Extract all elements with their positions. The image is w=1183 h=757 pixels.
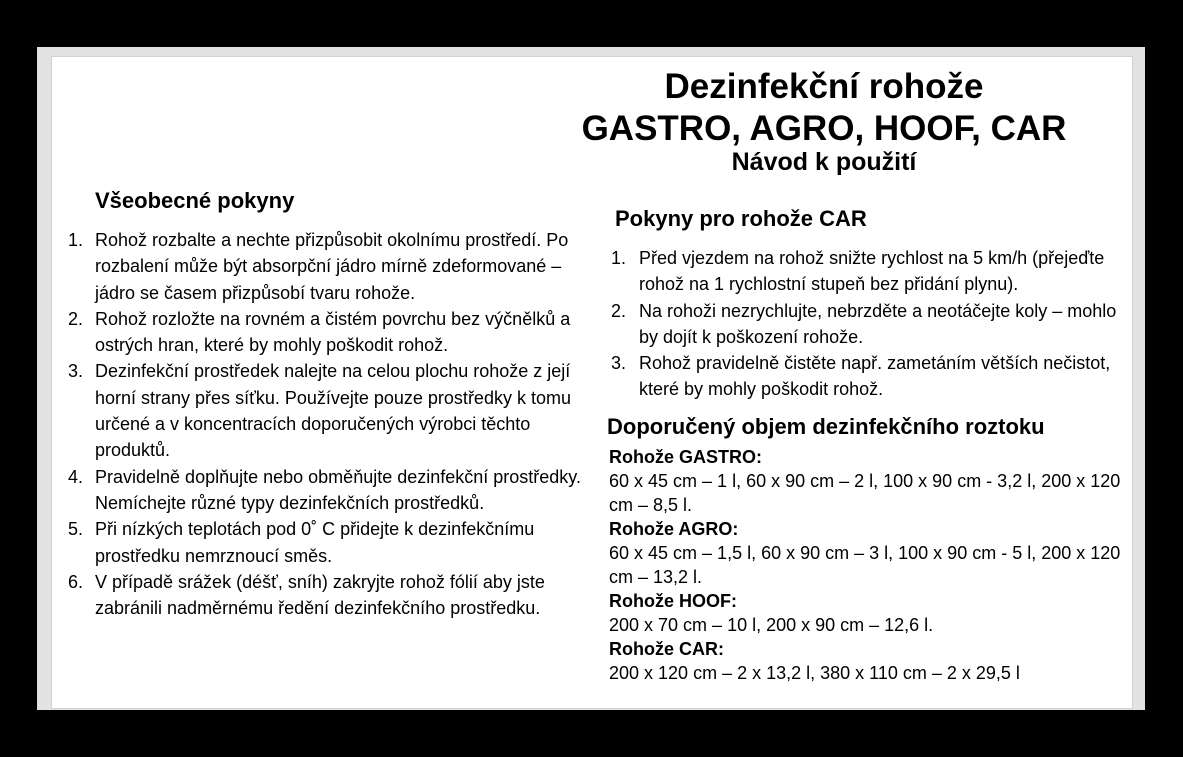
item-number: 2. — [68, 308, 84, 329]
item-text: Rohož rozbalte a nechte přizpůsobit okolnímu prostředí. Po rozbalení může být absorpční jádro mírně zdeformované – jádro se časem přizpůsobí tvaru rohože. — [95, 230, 569, 303]
item-number: 5. — [68, 519, 84, 540]
document-subtitle: Návod k použití — [731, 148, 917, 176]
list-item — [68, 227, 598, 306]
volume-group — [609, 517, 1127, 589]
volume-values: 60 x 45 cm – 1 l, 60 x 90 cm – 2 l, 100 x 90 cm - 3,2 l, 200 x 120 cm – 8,5 l. — [609, 470, 1121, 515]
item-text: Pravidelně doplňujte nebo obměňujte dezinfekční prostředky. Nemíchejte různé typy dezinfekčních prostředků. — [95, 466, 581, 513]
document-title: Dezinfekční rohože — [664, 67, 984, 106]
item-number: 6. — [68, 571, 84, 592]
item-number: 1. — [68, 230, 84, 250]
car-and-volume-section — [607, 205, 1127, 685]
item-text: Rohož pravidelně čistěte např. zametáním větších nečistot, které by mohly poškodit rohož. — [639, 353, 1111, 400]
document-frame — [37, 47, 1145, 710]
product-lines-title: GASTRO, AGRO, HOOF, CAR — [581, 109, 1067, 148]
item-text: Při nízkých teplotách pod 0˚ C přidejte k dezinfekčnímu prostředku nemrznoucí směs. — [95, 519, 535, 566]
list-item — [68, 516, 598, 569]
volume-group — [609, 589, 1127, 637]
item-text: V případě srážek (déšť, sníh) zakryjte rohož fólií aby jste zabránili nadměrnému ředění dezinfekčního prostředku. — [95, 571, 545, 619]
item-number: 3. — [611, 353, 627, 374]
general-instructions-section — [68, 187, 598, 621]
list-item — [607, 350, 1127, 403]
volume-heading: Doporučený objem dezinfekčního roztoku — [607, 413, 1045, 439]
volume-category: Rohože GASTRO: — [609, 446, 762, 467]
list-item — [68, 306, 598, 359]
list-item — [68, 569, 598, 622]
car-instructions-list — [607, 245, 1127, 403]
volume-values: 60 x 45 cm – 1,5 l, 60 x 90 cm – 3 l, 100 x 90 cm - 5 l, 200 x 120 cm – 13,2 l. — [609, 542, 1121, 587]
volume-category: Rohože HOOF: — [609, 590, 737, 611]
list-item — [68, 358, 598, 463]
volume-group — [609, 445, 1127, 517]
car-instructions-heading: Pokyny pro rohože CAR — [615, 206, 867, 231]
general-instructions-list — [68, 227, 598, 621]
volume-category: Rohože AGRO: — [609, 518, 739, 539]
volume-values: 200 x 120 cm – 2 x 13,2 l, 380 x 110 cm – 2 x 29,5 l — [609, 662, 1020, 683]
volume-category: Rohože CAR: — [609, 638, 724, 659]
item-number: 3. — [68, 361, 84, 382]
item-text: Před vjezdem na rohož snižte rychlost na 5 km/h (přejeďte rohož na 1 rychlostní stupeň bez přidání plynu). — [639, 248, 1105, 295]
list-item — [607, 298, 1127, 351]
list-item — [607, 245, 1127, 298]
volume-group — [609, 637, 1127, 685]
item-text: Na rohoži nezrychlujte, nebrzděte a neotáčejte koly – mohlo by dojít k poškození rohože. — [639, 300, 1117, 347]
volume-values: 200 x 70 cm – 10 l, 200 x 90 cm – 12,6 l. — [609, 614, 934, 635]
general-instructions-heading: Všeobecné pokyny — [95, 188, 295, 213]
item-number: 2. — [611, 300, 627, 321]
item-text: Dezinfekční prostředek nalejte na celou plochu rohože z její horní strany přes síťku. Používejte pouze prostředky k tomu určené a v koncentracích doporučených výrobci těchto produktů. — [95, 361, 571, 461]
document-page — [51, 56, 1133, 709]
item-number: 4. — [68, 466, 84, 487]
item-text: Rohož rozložte na rovném a čistém povrchu bez výčnělků a ostrých hran, které by mohly poškodit rohož. — [95, 308, 571, 356]
list-item — [68, 464, 598, 517]
item-number: 1. — [611, 248, 627, 268]
